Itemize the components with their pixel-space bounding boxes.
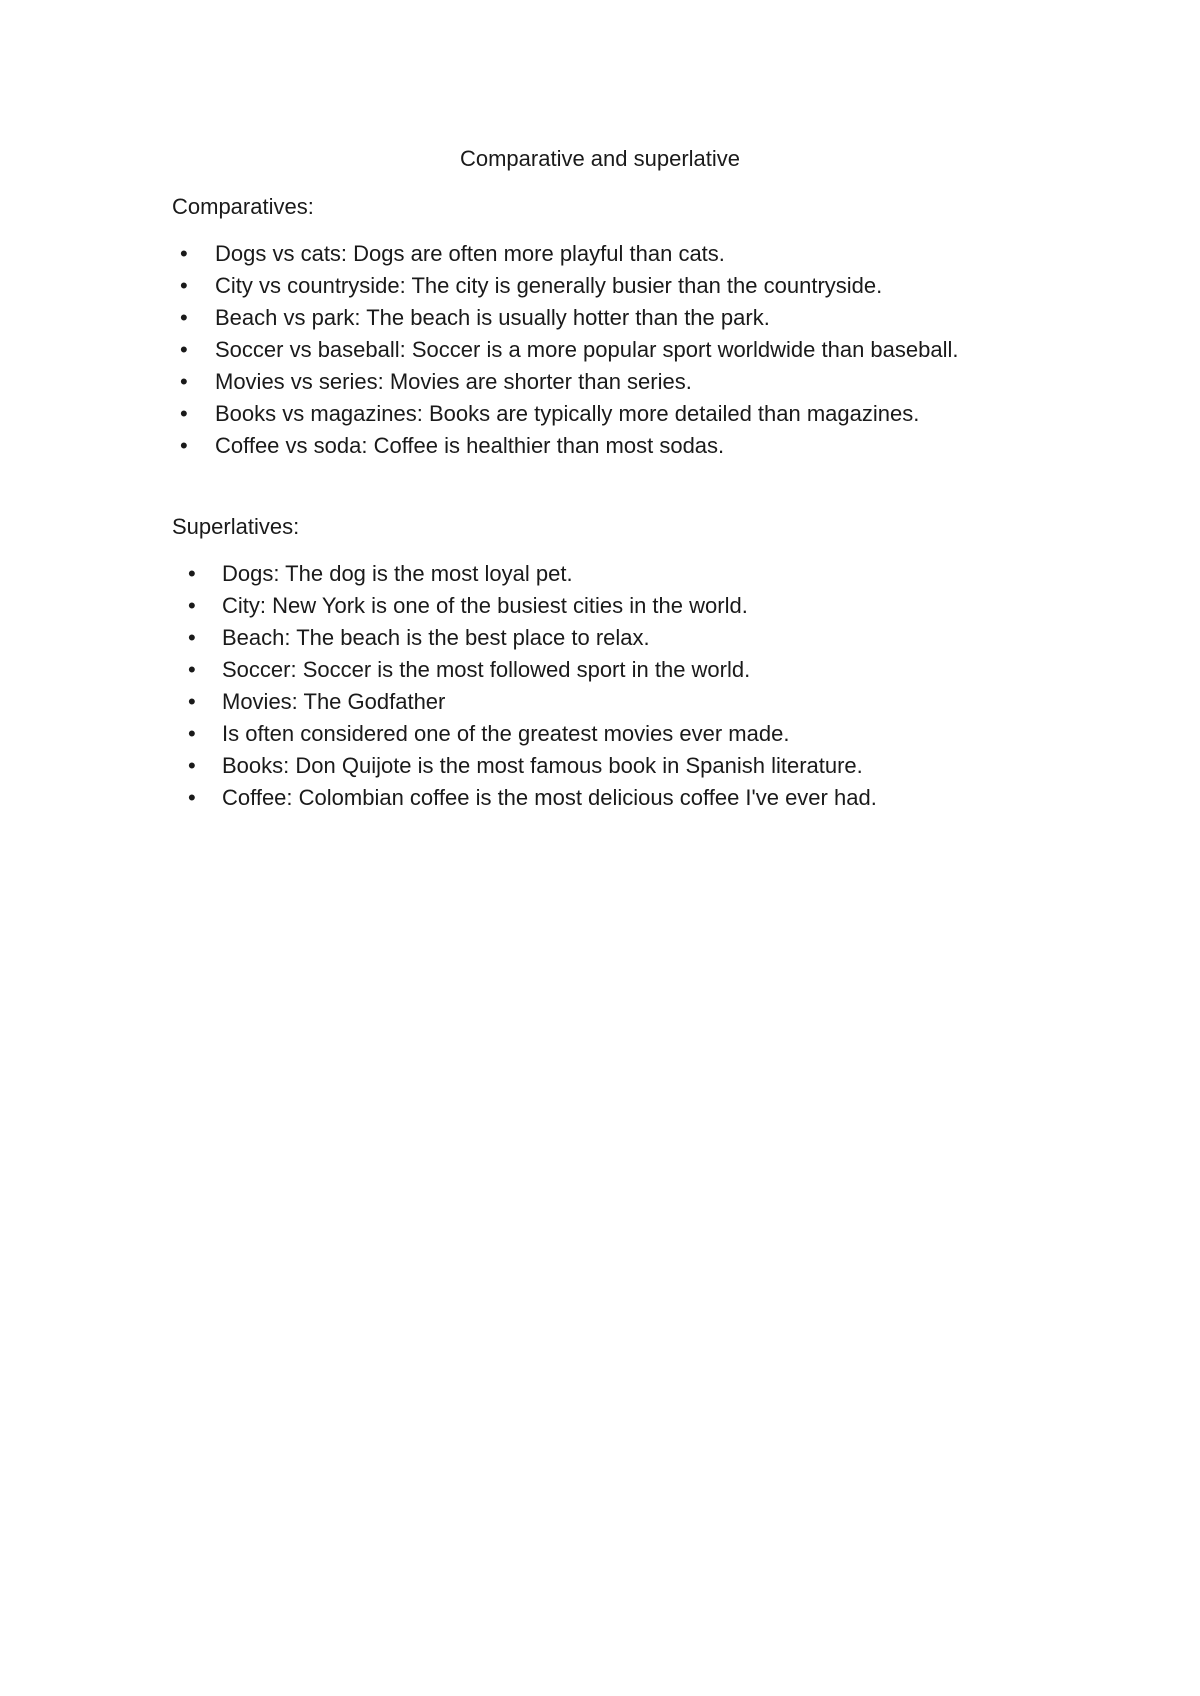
bullet-icon: • [188, 721, 196, 746]
superlatives-heading: Superlatives: [172, 514, 300, 539]
bullet-icon: • [188, 625, 196, 650]
list-item-text: Books vs magazines: Books are typically more detailed than magazines. [215, 401, 920, 426]
list-item [176, 334, 1028, 366]
list-item-text: Is often considered one of the greatest movies ever made. [222, 721, 790, 746]
list-item-text: City: New York is one of the busiest cities in the world. [222, 593, 748, 618]
bullet-icon: • [188, 657, 196, 682]
list-item [184, 558, 1036, 590]
list-item-text: Soccer: Soccer is the most followed sport in the world. [222, 657, 751, 682]
list-item-text: Movies: The Godfather [222, 689, 446, 714]
list-item-text: Beach vs park: The beach is usually hotter than the park. [215, 305, 770, 330]
superlatives-list [184, 558, 1036, 814]
list-item-text: Soccer vs baseball: Soccer is a more popular sport worldwide than baseball. [215, 337, 959, 362]
bullet-icon: • [180, 337, 188, 362]
list-item-text: Beach: The beach is the best place to relax. [222, 625, 650, 650]
bullet-icon: • [188, 561, 196, 586]
list-item [184, 686, 1036, 718]
list-item-text: City vs countryside: The city is generally busier than the countryside. [215, 273, 883, 298]
bullet-icon: • [180, 305, 188, 330]
list-item [176, 398, 1028, 430]
comparatives-list [176, 238, 1028, 462]
list-item [184, 782, 1036, 814]
comparatives-heading: Comparatives: [172, 194, 314, 219]
bullet-icon: • [180, 401, 188, 426]
bullet-icon: • [188, 689, 196, 714]
list-item [176, 270, 1028, 302]
list-item [184, 750, 1036, 782]
document-title: Comparative and superlative [459, 146, 741, 171]
list-item [176, 302, 1028, 334]
list-item-text: Coffee: Colombian coffee is the most delicious coffee I've ever had. [222, 785, 877, 810]
list-item-text: Dogs: The dog is the most loyal pet. [222, 561, 573, 586]
bullet-icon: • [180, 241, 188, 266]
list-item-text: Books: Don Quijote is the most famous book in Spanish literature. [222, 753, 863, 778]
bullet-icon: • [180, 433, 188, 458]
list-item [184, 622, 1036, 654]
list-item [176, 430, 1028, 462]
list-item [176, 238, 1028, 270]
list-item [184, 718, 1036, 750]
bullet-icon: • [188, 753, 196, 778]
bullet-icon: • [188, 593, 196, 618]
bullet-icon: • [188, 785, 196, 810]
list-item [176, 366, 1028, 398]
list-item [184, 590, 1036, 622]
bullet-icon: • [180, 369, 188, 394]
list-item-text: Movies vs series: Movies are shorter than series. [215, 369, 692, 394]
list-item-text: Coffee vs soda: Coffee is healthier than most sodas. [215, 433, 725, 458]
list-item-text: Dogs vs cats: Dogs are often more playful than cats. [215, 241, 725, 266]
bullet-icon: • [180, 273, 188, 298]
list-item [184, 654, 1036, 686]
